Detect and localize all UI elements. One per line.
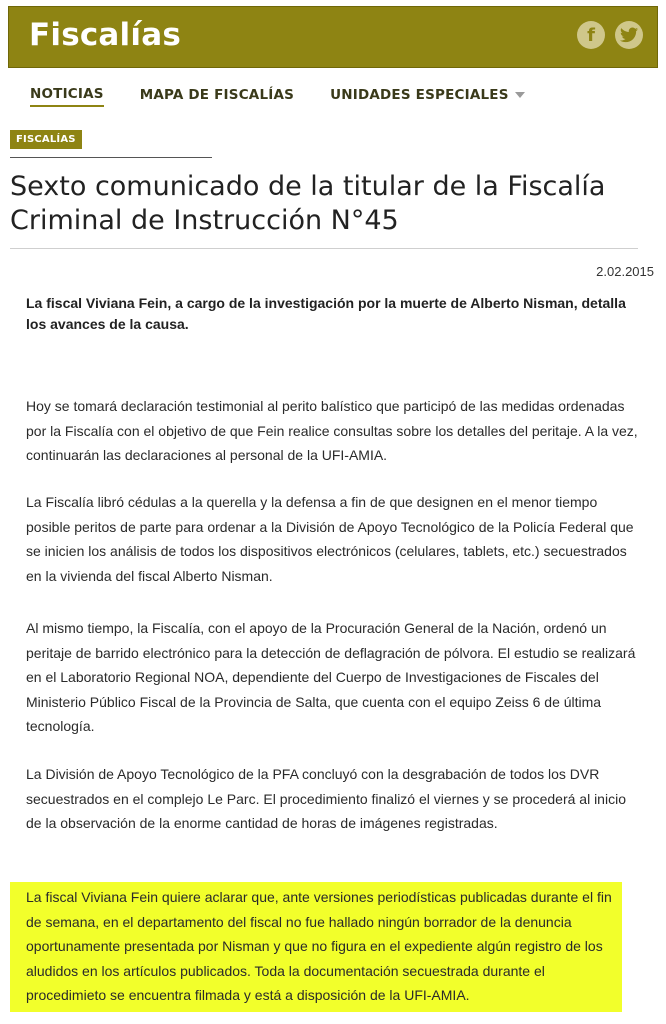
- article-paragraph: Hoy se tomará declaración testimonial al perito balístico que participó de las medidas ordenadas por la Fiscalía con el objetivo de que Fein realice consultas sobre los detalles del peritaje. A la vez, continuarán las declaraciones al personal de la UFI-AMIA.: [26, 398, 638, 463]
- facebook-icon[interactable]: f: [577, 21, 605, 49]
- nav-item-label: UNIDADES ESPECIALES: [330, 87, 509, 103]
- social-links: [577, 21, 643, 49]
- nav-item-unidades-especiales[interactable]: [330, 87, 525, 106]
- nav-item-noticias[interactable]: NOTICIAS: [30, 86, 104, 107]
- article-paragraph: La División de Apoyo Tecnológico de la PFA concluyó con la desgrabación de todos los DVR secuestrados en el complejo Le Parc. El procedimiento finalizó el viernes y se procederá al inicio de la observación de la enorme cantidad de horas de imágenes registradas.: [26, 766, 626, 831]
- article-date: 2.02.2015: [596, 264, 654, 279]
- twitter-bird-icon: [620, 27, 638, 43]
- article-paragraph: Al mismo tiempo, la Fiscalía, con el apoyo de la Procuración General de la Nación, ordenó un peritaje de barrido electrónico para la detección de deflagración de pólvora. El estudio se realizará en el Laboratorio Regional NOA, dependiente del Cuerpo de Investigaciones de Fiscales del Ministerio Público Fiscal de la Provincia de Salta, que cuenta con el equipo Zeiss 6 de última tecnología.: [26, 620, 636, 734]
- chevron-down-icon: [515, 92, 525, 98]
- article-title: Sexto comunicado de la titular de la Fiscalía Criminal de Instrucción N°45: [10, 171, 606, 236]
- article-paragraph: La Fiscalía libró cédulas a la querella y la defensa a fin de que designen en el menor tiempo posible peritos de parte para ordenar a la División de Apoyo Tecnológico de la Policía Federal que se inicien los análisis de todos los dispositivos electrónicos (celulares, tablets, etc.) secuestrados en la vivienda del fiscal Alberto Nisman.: [26, 494, 634, 584]
- category-badge[interactable]: FISCALÍAS: [10, 130, 82, 149]
- site-title[interactable]: Fiscalías: [29, 17, 181, 53]
- title-divider: [10, 248, 638, 249]
- nav-item-mapa-de-fiscalias[interactable]: MAPA DE FISCALÍAS: [139, 87, 295, 103]
- site-header: [8, 6, 658, 68]
- main-nav: [30, 86, 561, 107]
- article-lead: La fiscal Viviana Fein, a cargo de la investigación por la muerte de Alberto Nisman, detalla los avances de la causa.: [26, 295, 626, 332]
- highlighted-paragraph: La fiscal Viviana Fein quiere aclarar que, ante versiones periodísticas publicadas durante el fin de semana, en el departamento del fiscal no fue hallado ningún borrador de la denuncia oportunamente presentada por Nisman y que no figura en el expediente algún registro de los aludidos en los artículos publicados. Toda la documentación secuestrada durante el procedimieto se encuentra filmada y está a disposición de la UFI-AMIA.: [26, 889, 612, 1003]
- twitter-icon[interactable]: [615, 21, 643, 49]
- category-divider: [10, 157, 212, 158]
